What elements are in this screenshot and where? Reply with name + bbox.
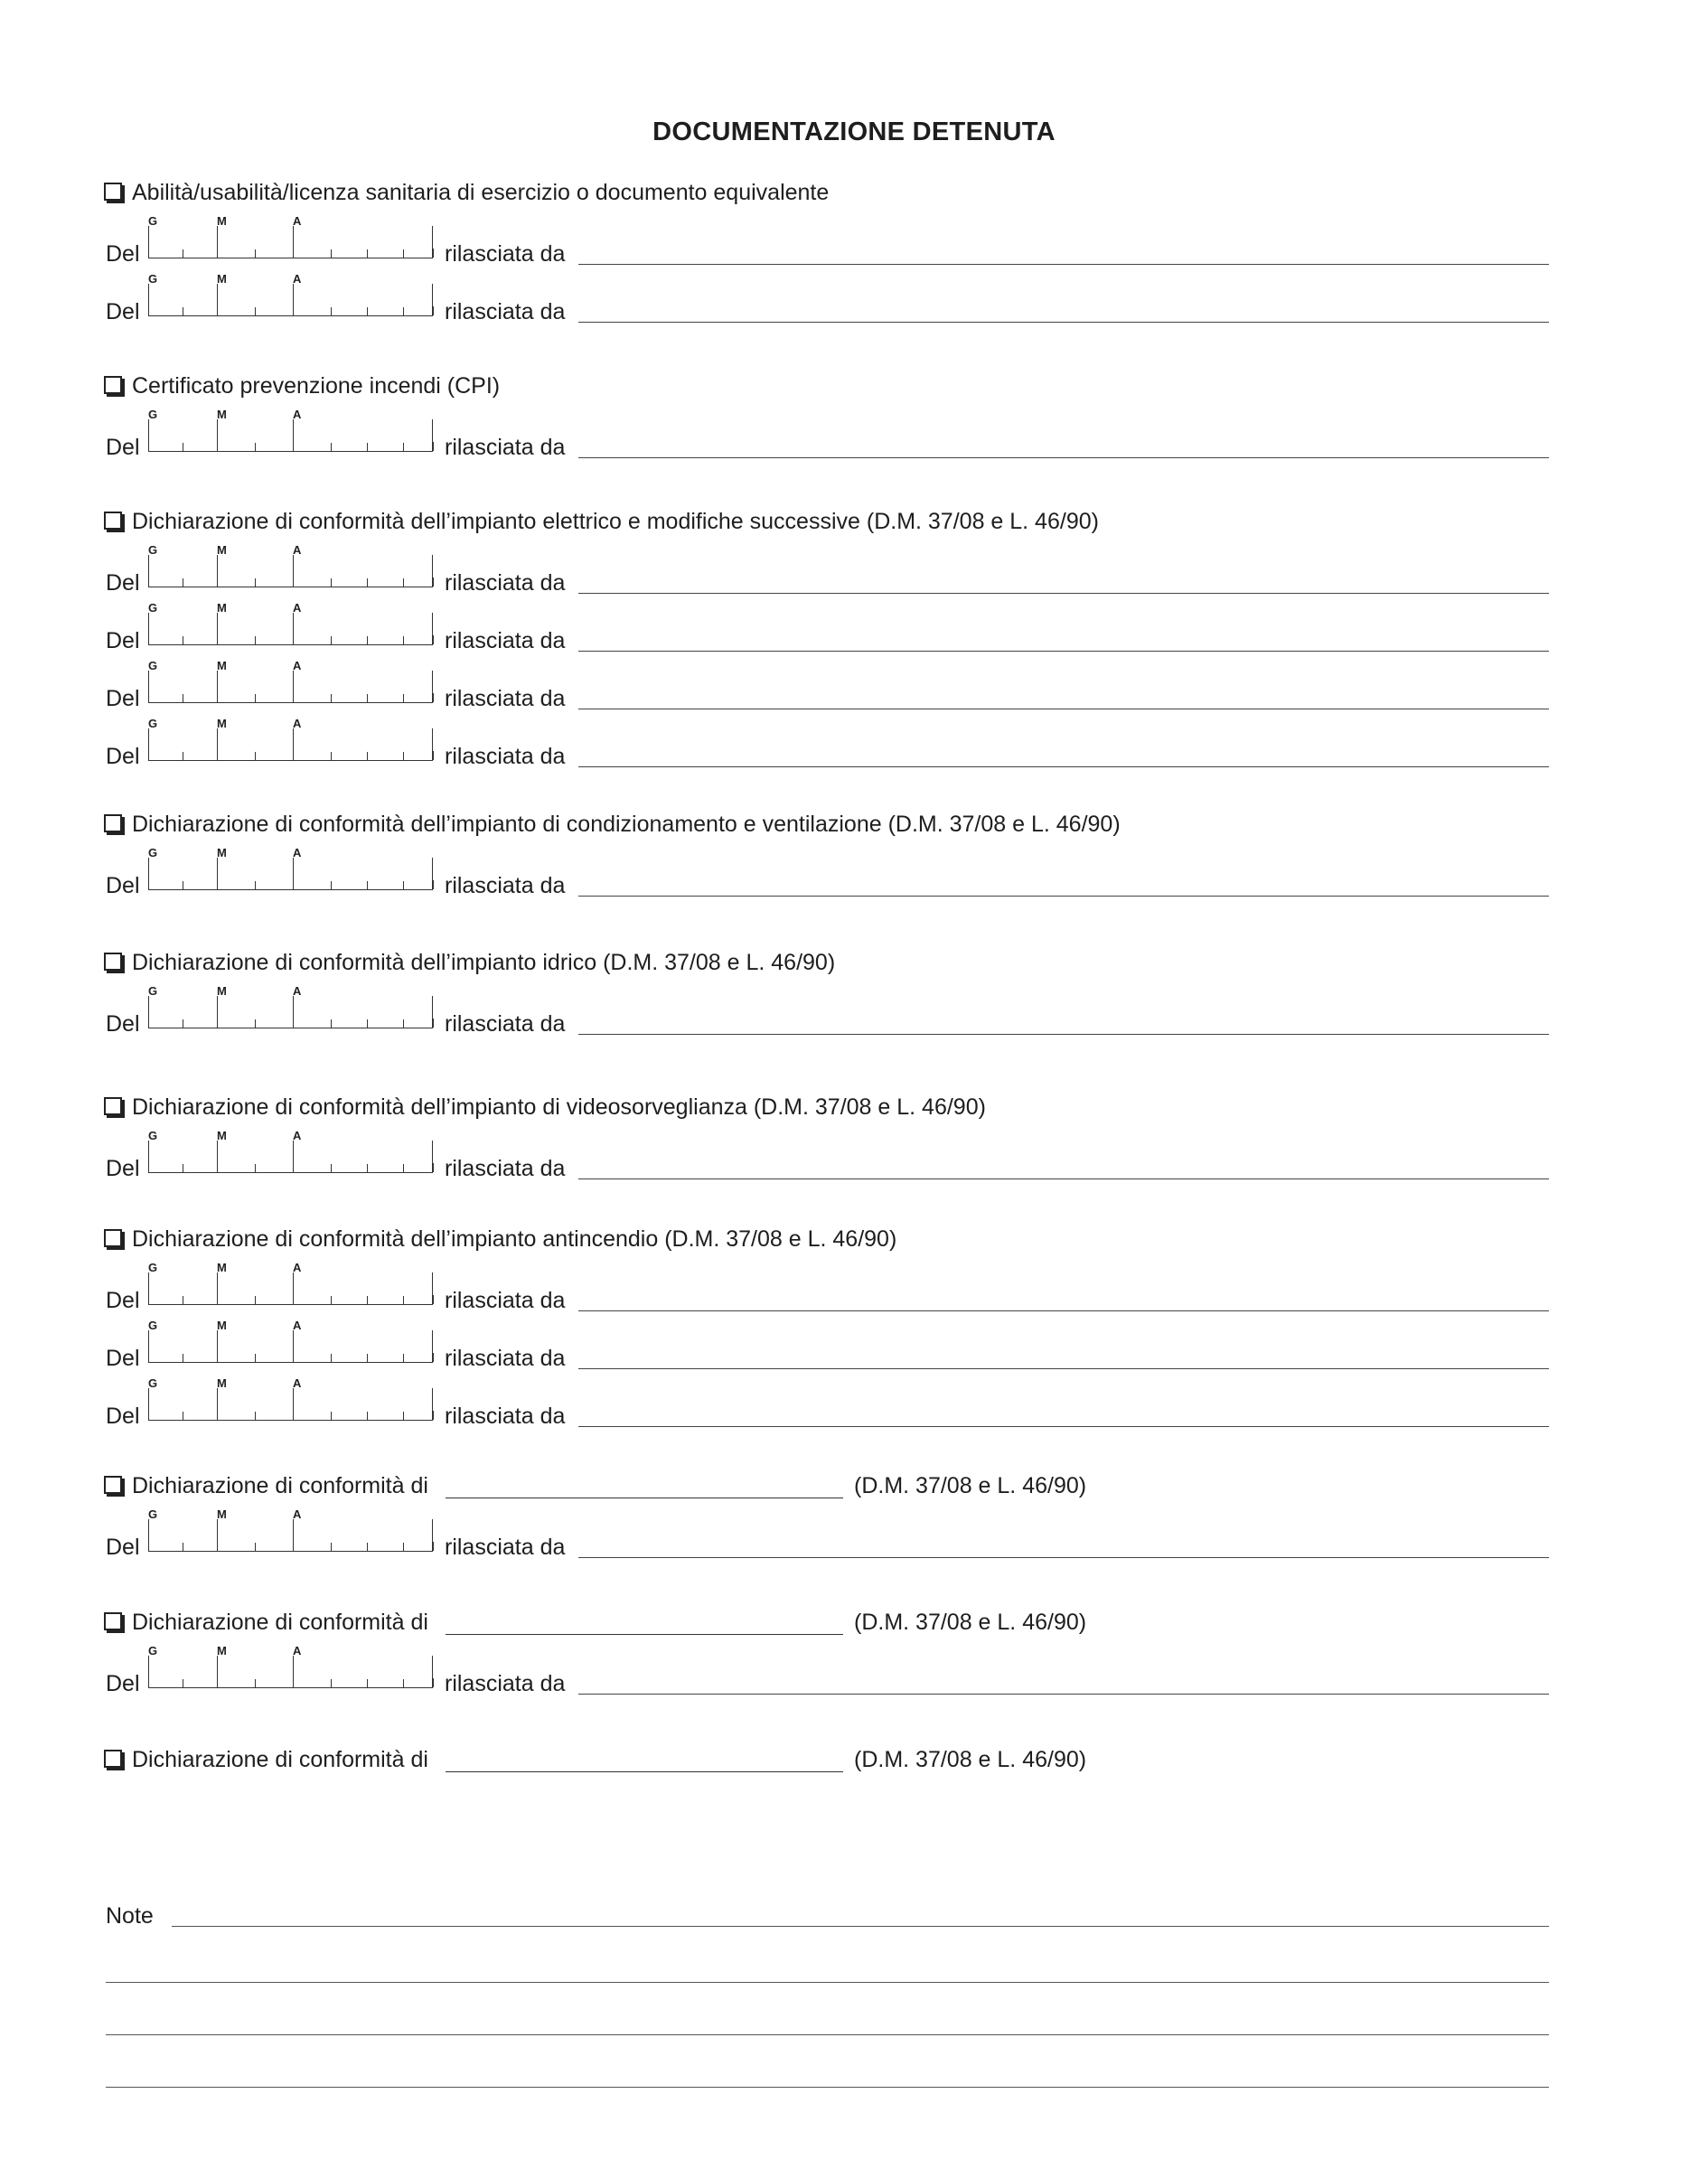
- issue-row: [0, 1318, 1708, 1376]
- date-field[interactable]: [148, 271, 433, 322]
- issuer-field[interactable]: [578, 1178, 1549, 1179]
- digit-tick: [255, 1543, 256, 1552]
- date-end-mark: [432, 1519, 433, 1552]
- digit-tick: [255, 636, 256, 645]
- section-header: [0, 1470, 1708, 1507]
- digit-tick: [367, 1354, 368, 1363]
- date-field[interactable]: [148, 213, 433, 264]
- section-suffix: (D.M. 37/08 e L. 46/90): [854, 1610, 1087, 1635]
- del-label: Del: [106, 744, 140, 769]
- date-field[interactable]: [148, 1376, 433, 1426]
- date-part-label-a: A: [293, 984, 302, 998]
- document-section: [0, 1224, 1708, 1433]
- del-label: Del: [106, 1671, 140, 1696]
- document-section: [0, 1470, 1708, 1564]
- year-segment[interactable]: [293, 996, 433, 1028]
- section-header: [0, 809, 1708, 845]
- document-section: [0, 947, 1708, 1041]
- year-segment[interactable]: [293, 1388, 433, 1421]
- date-part-label-a: A: [293, 214, 302, 228]
- digit-tick: [255, 1679, 256, 1688]
- issue-row: [0, 600, 1708, 658]
- section-label: Dichiarazione di conformità dell’impianto idrico (D.M. 37/08 e L. 46/90): [132, 950, 836, 975]
- digit-tick: [367, 881, 368, 890]
- issue-row: [0, 1260, 1708, 1318]
- date-part-label-g: G: [148, 659, 158, 672]
- del-label: Del: [106, 1404, 140, 1429]
- date-part-label-a: A: [293, 659, 302, 672]
- digit-tick: [367, 1296, 368, 1305]
- date-end-mark: [432, 419, 433, 452]
- document-section: [0, 371, 1708, 465]
- year-segment[interactable]: [293, 858, 433, 890]
- section-checkbox[interactable]: [104, 1097, 122, 1115]
- issuer-field[interactable]: [578, 1310, 1549, 1311]
- del-label: Del: [106, 435, 140, 460]
- section-header: [0, 506, 1708, 542]
- date-part-label-a: A: [293, 272, 302, 286]
- section-header: [0, 1092, 1708, 1128]
- digit-tick: [255, 694, 256, 703]
- date-end-mark: [432, 226, 433, 258]
- del-label: Del: [106, 686, 140, 711]
- rilasciata-da-label: rilasciata da: [445, 873, 566, 898]
- digit-tick: [403, 1543, 404, 1552]
- rilasciata-da-label: rilasciata da: [445, 686, 566, 711]
- digit-tick: [331, 1164, 332, 1173]
- date-field[interactable]: [148, 542, 433, 593]
- date-end-mark: [432, 728, 433, 761]
- date-part-label-g: G: [148, 1376, 158, 1390]
- date-field[interactable]: [148, 716, 433, 766]
- date-field[interactable]: [148, 658, 433, 709]
- date-part-label-m: M: [217, 984, 227, 998]
- digit-tick: [255, 1354, 256, 1363]
- date-part-label-g: G: [148, 1644, 158, 1657]
- section-header: [0, 371, 1708, 407]
- digit-tick: [331, 881, 332, 890]
- digit-tick: [255, 443, 256, 452]
- conformity-type-field[interactable]: [446, 1771, 843, 1772]
- date-end-mark: [432, 858, 433, 890]
- issue-row: [0, 213, 1708, 271]
- rilasciata-da-label: rilasciata da: [445, 1535, 566, 1560]
- date-part-label-g: G: [148, 1319, 158, 1332]
- section-label: Abilità/usabilità/licenza sanitaria di esercizio o documento equivalente: [132, 180, 830, 205]
- issuer-field[interactable]: [578, 1368, 1549, 1369]
- digit-tick: [367, 1679, 368, 1688]
- rilasciata-da-label: rilasciata da: [445, 241, 566, 267]
- section-label: Dichiarazione di conformità dell’impianto di videosorveglianza (D.M. 37/08 e L. 46/90): [132, 1094, 986, 1120]
- section-header: [0, 1224, 1708, 1260]
- issue-row: [0, 542, 1708, 600]
- digit-tick: [331, 1412, 332, 1421]
- issue-row: [0, 658, 1708, 716]
- section-header: [0, 947, 1708, 983]
- date-part-label-g: G: [148, 717, 158, 730]
- digit-tick: [331, 694, 332, 703]
- date-end-mark: [432, 671, 433, 703]
- date-field[interactable]: [148, 1643, 433, 1694]
- digit-tick: [367, 307, 368, 316]
- date-part-label-m: M: [217, 1644, 227, 1657]
- digit-tick: [367, 1019, 368, 1028]
- notes-line[interactable]: [172, 1926, 1549, 1927]
- year-segment[interactable]: [293, 1519, 433, 1552]
- date-part-label-g: G: [148, 272, 158, 286]
- digit-tick: [403, 578, 404, 587]
- date-part-label-g: G: [148, 543, 158, 557]
- date-part-label-m: M: [217, 1376, 227, 1390]
- issuer-field[interactable]: [578, 1694, 1549, 1695]
- digit-tick: [331, 443, 332, 452]
- date-part-label-m: M: [217, 846, 227, 859]
- document-section: [0, 506, 1708, 774]
- date-field[interactable]: [148, 1260, 433, 1310]
- date-part-label-a: A: [293, 1507, 302, 1521]
- del-label: Del: [106, 628, 140, 653]
- issuer-field[interactable]: [578, 651, 1549, 652]
- date-field[interactable]: [148, 983, 433, 1034]
- digit-tick: [367, 636, 368, 645]
- year-segment[interactable]: [293, 671, 433, 703]
- issue-row: [0, 983, 1708, 1041]
- year-segment[interactable]: [293, 1656, 433, 1688]
- date-field[interactable]: [148, 407, 433, 457]
- rilasciata-da-label: rilasciata da: [445, 744, 566, 769]
- issuer-field[interactable]: [578, 264, 1549, 265]
- digit-tick: [331, 307, 332, 316]
- issuer-field[interactable]: [578, 896, 1549, 897]
- conformity-type-field[interactable]: [446, 1634, 843, 1635]
- section-checkbox[interactable]: [104, 1476, 122, 1494]
- del-label: Del: [106, 1156, 140, 1181]
- section-checkbox[interactable]: [104, 814, 122, 832]
- digit-tick: [367, 1412, 368, 1421]
- section-label: Dichiarazione di conformità di: [132, 1473, 428, 1498]
- date-end-mark: [432, 1656, 433, 1688]
- digit-tick: [367, 694, 368, 703]
- del-label: Del: [106, 1535, 140, 1560]
- digit-tick: [367, 443, 368, 452]
- issue-row: [0, 1643, 1708, 1701]
- date-part-label-m: M: [217, 1261, 227, 1274]
- digit-tick: [331, 1543, 332, 1552]
- digit-tick: [403, 1354, 404, 1363]
- digit-tick: [367, 752, 368, 761]
- date-part-label-a: A: [293, 717, 302, 730]
- digit-tick: [255, 752, 256, 761]
- year-segment[interactable]: [293, 1141, 433, 1173]
- date-part-label-g: G: [148, 601, 158, 615]
- digit-tick: [331, 1296, 332, 1305]
- section-suffix: (D.M. 37/08 e L. 46/90): [854, 1473, 1087, 1498]
- rilasciata-da-label: rilasciata da: [445, 1404, 566, 1429]
- issuer-field[interactable]: [578, 1557, 1549, 1558]
- year-segment[interactable]: [293, 419, 433, 452]
- date-field[interactable]: [148, 1128, 433, 1178]
- issue-row: [0, 716, 1708, 774]
- issue-row: [0, 271, 1708, 329]
- section-checkbox[interactable]: [104, 376, 122, 394]
- date-field[interactable]: [148, 1318, 433, 1368]
- rilasciata-da-label: rilasciata da: [445, 1671, 566, 1696]
- digit-tick: [403, 443, 404, 452]
- notes-label: Note: [106, 1903, 154, 1929]
- date-part-label-m: M: [217, 1129, 227, 1142]
- digit-tick: [331, 1679, 332, 1688]
- date-part-label-a: A: [293, 1376, 302, 1390]
- section-label: Dichiarazione di conformità dell’impianto di condizionamento e ventilazione (D.M. 37/08 e L. 46/90): [132, 812, 1121, 837]
- issuer-field[interactable]: [578, 1034, 1549, 1035]
- digit-tick: [403, 881, 404, 890]
- section-checkbox[interactable]: [104, 1229, 122, 1247]
- del-label: Del: [106, 570, 140, 596]
- digit-tick: [403, 694, 404, 703]
- date-part-label-m: M: [217, 601, 227, 615]
- rilasciata-da-label: rilasciata da: [445, 628, 566, 653]
- year-segment[interactable]: [293, 728, 433, 761]
- digit-tick: [331, 578, 332, 587]
- rilasciata-da-label: rilasciata da: [445, 1156, 566, 1181]
- del-label: Del: [106, 1288, 140, 1313]
- date-part-label-g: G: [148, 408, 158, 421]
- issuer-field[interactable]: [578, 457, 1549, 458]
- rilasciata-da-label: rilasciata da: [445, 570, 566, 596]
- issue-row: [0, 1376, 1708, 1433]
- rilasciata-da-label: rilasciata da: [445, 435, 566, 460]
- document-section: [0, 809, 1708, 903]
- digit-tick: [403, 636, 404, 645]
- issue-row: [0, 407, 1708, 465]
- digit-tick: [255, 307, 256, 316]
- digit-tick: [255, 881, 256, 890]
- issuer-field[interactable]: [578, 766, 1549, 767]
- date-field[interactable]: [148, 1507, 433, 1557]
- section-header: [0, 1744, 1708, 1780]
- digit-tick: [403, 307, 404, 316]
- digit-tick: [403, 1412, 404, 1421]
- del-label: Del: [106, 873, 140, 898]
- date-part-label-g: G: [148, 846, 158, 859]
- date-part-label-a: A: [293, 601, 302, 615]
- year-segment[interactable]: [293, 226, 433, 258]
- date-part-label-g: G: [148, 1261, 158, 1274]
- digit-tick: [255, 1412, 256, 1421]
- date-part-label-a: A: [293, 1261, 302, 1274]
- digit-tick: [331, 249, 332, 258]
- digit-tick: [255, 1164, 256, 1173]
- date-part-label-m: M: [217, 717, 227, 730]
- issue-row: [0, 845, 1708, 903]
- date-end-mark: [432, 1272, 433, 1305]
- date-part-label-a: A: [293, 1129, 302, 1142]
- section-label: Dichiarazione di conformità di: [132, 1610, 428, 1635]
- rilasciata-da-label: rilasciata da: [445, 299, 566, 324]
- digit-tick: [367, 249, 368, 258]
- date-end-mark: [432, 996, 433, 1028]
- section-header: [0, 177, 1708, 213]
- page-title: DOCUMENTAZIONE DETENUTA: [652, 117, 1056, 146]
- date-end-mark: [432, 1141, 433, 1173]
- section-checkbox[interactable]: [104, 953, 122, 971]
- digit-tick: [331, 636, 332, 645]
- rilasciata-da-label: rilasciata da: [445, 1288, 566, 1313]
- document-section: [0, 1092, 1708, 1186]
- notes-line[interactable]: [106, 2087, 1549, 2088]
- digit-tick: [367, 578, 368, 587]
- year-segment[interactable]: [293, 284, 433, 316]
- date-part-label-a: A: [293, 1644, 302, 1657]
- notes-line[interactable]: [106, 1982, 1549, 1983]
- date-part-label-a: A: [293, 846, 302, 859]
- issuer-field[interactable]: [578, 322, 1549, 323]
- section-checkbox[interactable]: [104, 1612, 122, 1630]
- del-label: Del: [106, 1346, 140, 1371]
- notes-line[interactable]: [106, 2034, 1549, 2035]
- digit-tick: [367, 1164, 368, 1173]
- digit-tick: [403, 1679, 404, 1688]
- digit-tick: [331, 1019, 332, 1028]
- section-checkbox[interactable]: [104, 1750, 122, 1768]
- document-section: [0, 1744, 1708, 1780]
- date-part-label-a: A: [293, 408, 302, 421]
- date-part-label-a: A: [293, 543, 302, 557]
- digit-tick: [255, 578, 256, 587]
- section-label: Dichiarazione di conformità dell’impianto elettrico e modifiche successive (D.M. 37/08 e L. 46/90): [132, 509, 1099, 534]
- date-part-label-g: G: [148, 214, 158, 228]
- date-end-mark: [432, 284, 433, 316]
- issue-row: [0, 1128, 1708, 1186]
- section-label: Certificato prevenzione incendi (CPI): [132, 373, 501, 399]
- digit-tick: [255, 1019, 256, 1028]
- date-part-label-m: M: [217, 659, 227, 672]
- date-part-label-g: G: [148, 1507, 158, 1521]
- digit-tick: [367, 1543, 368, 1552]
- digit-tick: [331, 752, 332, 761]
- section-label: Dichiarazione di conformità di: [132, 1747, 428, 1772]
- del-label: Del: [106, 1011, 140, 1037]
- date-part-label-g: G: [148, 1129, 158, 1142]
- date-part-label-m: M: [217, 272, 227, 286]
- digit-tick: [403, 1296, 404, 1305]
- del-label: Del: [106, 241, 140, 267]
- date-end-mark: [432, 613, 433, 645]
- date-end-mark: [432, 555, 433, 587]
- digit-tick: [255, 1296, 256, 1305]
- date-end-mark: [432, 1330, 433, 1363]
- issue-row: [0, 1507, 1708, 1564]
- year-segment[interactable]: [293, 613, 433, 645]
- digit-tick: [331, 1354, 332, 1363]
- year-segment[interactable]: [293, 555, 433, 587]
- del-label: Del: [106, 299, 140, 324]
- date-part-label-a: A: [293, 1319, 302, 1332]
- section-checkbox[interactable]: [104, 512, 122, 530]
- document-section: [0, 1607, 1708, 1701]
- rilasciata-da-label: rilasciata da: [445, 1346, 566, 1371]
- issuer-field[interactable]: [578, 1426, 1549, 1427]
- date-field[interactable]: [148, 845, 433, 896]
- year-segment[interactable]: [293, 1272, 433, 1305]
- date-part-label-m: M: [217, 543, 227, 557]
- section-suffix: (D.M. 37/08 e L. 46/90): [854, 1747, 1087, 1772]
- section-checkbox[interactable]: [104, 183, 122, 201]
- section-label: Dichiarazione di conformità dell’impianto antincendio (D.M. 37/08 e L. 46/90): [132, 1226, 897, 1252]
- digit-tick: [403, 249, 404, 258]
- digit-tick: [255, 249, 256, 258]
- date-part-label-m: M: [217, 1319, 227, 1332]
- date-part-label-g: G: [148, 984, 158, 998]
- rilasciata-da-label: rilasciata da: [445, 1011, 566, 1037]
- digit-tick: [403, 1164, 404, 1173]
- date-part-label-m: M: [217, 1507, 227, 1521]
- date-part-label-m: M: [217, 408, 227, 421]
- digit-tick: [403, 752, 404, 761]
- date-field[interactable]: [148, 600, 433, 651]
- digit-tick: [403, 1019, 404, 1028]
- issuer-field[interactable]: [578, 593, 1549, 594]
- date-part-label-m: M: [217, 214, 227, 228]
- date-end-mark: [432, 1388, 433, 1421]
- section-header: [0, 1607, 1708, 1643]
- year-segment[interactable]: [293, 1330, 433, 1363]
- document-section: [0, 177, 1708, 329]
